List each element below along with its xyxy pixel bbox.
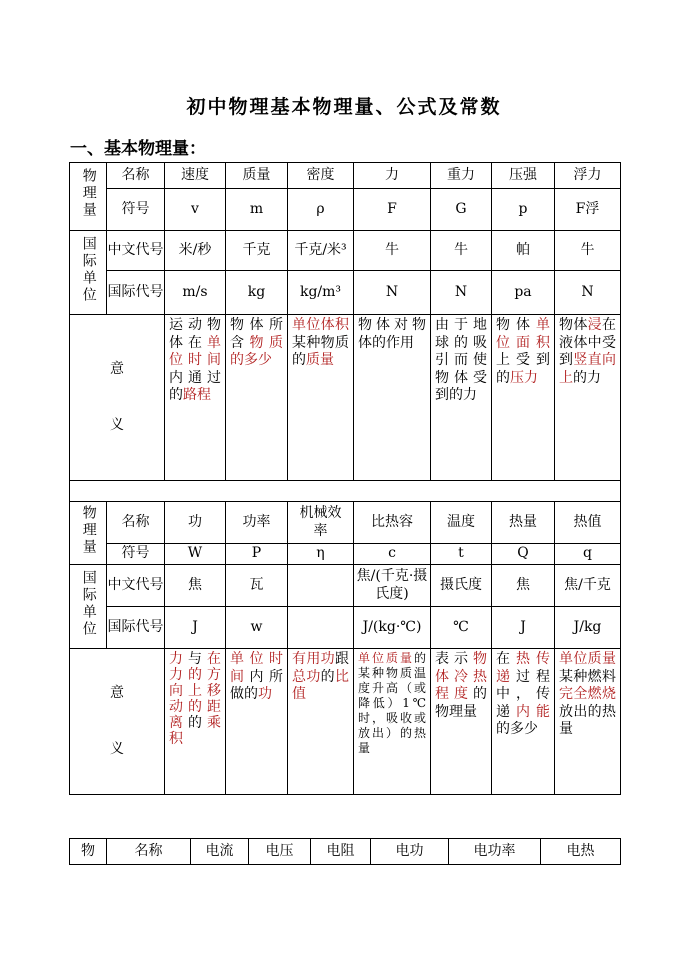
page-title: 初中物理基本物理量、公式及常数 [186,96,502,118]
t2-intl-unit: J [492,607,555,649]
t1-cn-unit: 帕 [492,231,555,271]
t3-name: 电功 [371,839,449,865]
physics-quantities-table [69,162,621,795]
meaning-text [358,317,426,352]
label-meaning-2: 义 [110,416,124,433]
meaning-segment: 某种物质的 [292,334,349,368]
label-name: 名称 [107,163,165,189]
meaning-keyword: 力 [169,651,188,667]
t2-name: 温度 [431,502,492,544]
meaning-text [559,651,616,739]
meaning-segment: 物体 [559,317,588,333]
meaning-keyword: 单位质量 [358,651,414,665]
t1-name: 密度 [288,163,354,189]
t2-intl-unit: w [226,607,288,649]
t3-name: 电压 [249,839,311,865]
t1-cn-unit: 牛 [431,231,492,271]
meaning-segment: 物体所含 [230,317,283,351]
t1-cn-unit: 米/秒 [165,231,226,271]
label-name: 名称 [107,502,165,544]
t1-symbol: F浮 [555,189,621,231]
meaning-keyword: 乘积 [169,715,221,748]
t2-cn-unit: 焦 [492,565,555,607]
t1-meaning [492,315,555,481]
t2-name: 机械效率 [288,502,354,544]
t1-symbol: F [354,189,431,231]
meaning-keyword: 比值 [292,668,350,702]
t2-meaning [288,649,354,795]
meaning-keyword: 单位质量 [559,651,616,667]
label-symbol: 符号 [107,189,165,231]
meaning-text [358,651,426,756]
t1-meaning [555,315,621,481]
meaning-segment: 跟 [335,651,349,667]
t3-name: 电阻 [311,839,371,865]
meaning-text [435,317,487,405]
meaning-segment: 的物理量 [435,686,487,720]
t2-name: 热量 [492,502,555,544]
t1-symbol: m [226,189,288,231]
meaning-keyword: 功 [258,686,272,702]
meaning-keyword: 单位时间 [230,651,283,685]
label-name: 名称 [107,839,191,865]
t2-intl-unit [288,607,354,649]
t1-intl-unit: pa [492,271,555,315]
meaning-keyword: 内能 [516,703,550,720]
meaning-keyword: 完全燃烧 [559,686,616,702]
t2-meaning [492,649,555,795]
meaning-keyword: 压力 [510,369,538,386]
t2-symbol: Q [492,544,555,565]
t3-name: 电流 [191,839,249,865]
t1-name: 压强 [492,163,555,189]
label-cn-code: 中文代号 [107,231,165,271]
label-meaning-2: 义 [110,740,124,757]
t2-intl-unit: J/kg [555,607,621,649]
meaning-text [496,317,550,387]
t2-name: 功 [165,502,226,544]
t2-symbol: q [555,544,621,565]
t2-cn-unit: 焦/(千克·摄氏度) [354,565,431,607]
label-intl-unit: 国际单位 [70,231,107,315]
meaning-segment: 物体 [496,317,536,333]
meaning-segment: 在 [496,651,516,667]
table-separator [70,481,621,502]
label-physical-quantity: 物理量 [70,502,107,565]
t3-first: 物 [70,839,107,865]
meaning-text [435,651,487,721]
t1-meaning [288,315,354,481]
t2-symbol: t [431,544,492,565]
meaning-segment: 内所做的 [230,668,283,702]
meaning-segment: 与 [188,651,207,667]
meaning-segment: 上受到的 [496,352,550,386]
meaning-segment: 表示 [435,651,473,667]
t1-name: 浮力 [555,163,621,189]
label-intl-code: 国际代号 [107,607,165,649]
t2-meaning [431,649,492,795]
label-intl-code: 国际代号 [107,271,165,315]
t2-symbol: η [288,544,354,565]
meaning-keyword: 单位时间 [169,334,221,368]
meaning-keyword: 在力的方向上移动的距离 [169,651,221,732]
t2-name: 功率 [226,502,288,544]
section-heading: 一、基本物理量： [70,139,206,159]
label-meaning-1: 意 [110,361,124,377]
label-cn-code: 中文代号 [107,565,165,607]
meaning-keyword: 竖直向上 [559,352,617,386]
t1-cn-unit: 千克/米³ [288,231,354,271]
meaning-keyword: 总功 [292,668,321,685]
meaning-text [169,317,221,405]
t2-meaning [354,649,431,795]
t1-intl-unit: N [354,271,431,315]
t1-intl-unit: kg/m³ [288,271,354,315]
t1-meaning [165,315,226,481]
t2-cn-unit [288,565,354,607]
meaning-keyword: 物质的多少 [230,334,283,368]
meaning-keyword: 单位体积 [292,317,349,333]
t1-symbol: p [492,189,555,231]
label-intl-unit: 国际单位 [70,565,107,649]
meaning-text [230,317,283,370]
meaning-segment: 的力 [573,369,601,386]
meaning-keyword: 路程 [183,387,211,403]
meaning-keyword: 浸 [587,317,603,333]
meaning-keyword: 单位面积 [496,317,550,351]
meaning-text [559,317,616,387]
meaning-segment: 内通过的 [169,369,221,403]
meaning-segment: 的 [320,668,336,685]
meaning-keyword: 热传递 [496,651,550,685]
meaning-segment: 物体对物体的作用 [358,317,426,351]
t2-cn-unit: 焦/千克 [555,565,621,607]
meaning-keyword: 质量 [306,352,334,368]
t1-intl-unit: m/s [165,271,226,315]
t1-intl-unit: N [555,271,621,315]
t1-name: 重力 [431,163,492,189]
t1-cn-unit: 千克 [226,231,288,271]
meaning-segment: 在液体中受到 [559,317,617,368]
t2-name: 热值 [555,502,621,544]
meaning-text [169,651,221,748]
t1-intl-unit: kg [226,271,288,315]
meaning-segment: 放出的热量 [559,703,616,737]
t2-meaning [555,649,621,795]
t1-name: 力 [354,163,431,189]
meaning-text [292,651,349,704]
t2-symbol: c [354,544,431,565]
t2-intl-unit: J [165,607,226,649]
t2-meaning [165,649,226,795]
t2-name: 比热容 [354,502,431,544]
t1-cn-unit: 牛 [354,231,431,271]
meaning-segment: 的某种物质温度升高（或降低）1℃时，吸收或放出）的热量 [358,651,426,755]
meaning-segment: 的多少 [496,721,538,737]
t2-cn-unit: 焦 [165,565,226,607]
meaning-segment: 由于地球的吸引而使物体受到的力 [435,317,487,403]
label-meaning [70,315,165,481]
t2-meaning [226,649,288,795]
t2-intl-unit: ℃ [431,607,492,649]
label-symbol: 符号 [107,544,165,565]
t1-symbol: G [431,189,492,231]
t1-symbol: ρ [288,189,354,231]
electric-quantities-table [69,838,621,865]
meaning-text [292,317,349,370]
t1-intl-unit: N [431,271,492,315]
t1-meaning [354,315,431,481]
meaning-segment: 运动物体在 [169,317,221,351]
t3-name: 电热 [541,839,621,865]
t1-symbol: v [165,189,226,231]
t1-name: 质量 [226,163,288,189]
meaning-segment: 的 [188,715,207,732]
meaning-text [496,651,550,739]
meaning-keyword: 物体冷热程度 [435,651,487,702]
t3-name: 电功率 [449,839,541,865]
t2-cn-unit: 瓦 [226,565,288,607]
t2-symbol: W [165,544,226,565]
t1-name: 速度 [165,163,226,189]
meaning-keyword: 有用功 [292,651,335,667]
label-physical-quantity: 物理量 [70,163,107,231]
t1-meaning [226,315,288,481]
t1-cn-unit: 牛 [555,231,621,271]
meaning-segment: 过程中，传递 [496,668,550,720]
meaning-text [230,651,283,704]
meaning-segment: 某种燃料 [559,668,616,685]
t2-cn-unit: 摄氏度 [431,565,492,607]
label-meaning [70,649,165,795]
t1-meaning [431,315,492,481]
label-meaning-1: 意 [110,685,124,701]
t2-intl-unit: J/(kg·℃) [354,607,431,649]
t2-symbol: P [226,544,288,565]
